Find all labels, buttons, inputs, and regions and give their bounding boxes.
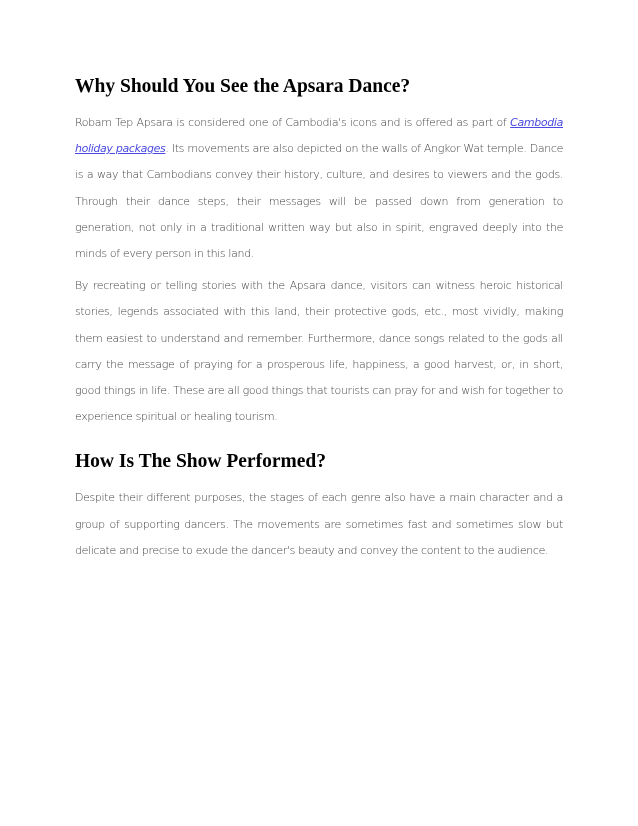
- section-heading-how-performed: How Is The Show Performed?: [75, 451, 326, 473]
- paragraph-recreating-stories: By recreating or telling stories with the Apsara dance, visitors can witness heroic historical stories, legends associated with this land, their protective gods, etc., most vividly, making them easiest to understand and remember. Furthermore, dance songs related to the gods all carry the message of praying for a prosperous life, happiness, a good harvest, or, in short, good things in life. These are all good things that tourists can pray for and wish for together to experience spiritual or healing tourism.: [75, 279, 563, 424]
- paragraph-intro: [75, 110, 563, 267]
- section-heading-why-see: Why Should You See the Apsara Dance?: [75, 76, 411, 97]
- paragraph-intro-text-start: Robam Tep Apsara is considered one of Cambodia's icons and is offered as part of: [75, 116, 511, 129]
- paragraph-intro-text-end: . Its movements are also depicted on the walls of Angkor Wat temple. Dance is a way that Cambodians convey their history, culture, and desires to viewers and the gods. Through their dance steps, their messages will be passed down from generation to generation, not only in a traditional written way but also in spirit, engraved deeply into the minds of every person in this land.: [75, 142, 563, 261]
- paragraph-performance: Despite their different purposes, the stages of each genre also have a main character and a group of supporting dancers. The movements are sometimes fast and sometimes slow but delicate and precise to exude the dancer's beauty and convey the content to the audience.: [75, 491, 563, 557]
- article-body: [75, 74, 563, 564]
- cambodia-holiday-packages-link[interactable]: Cambodia holiday packages: [75, 116, 563, 156]
